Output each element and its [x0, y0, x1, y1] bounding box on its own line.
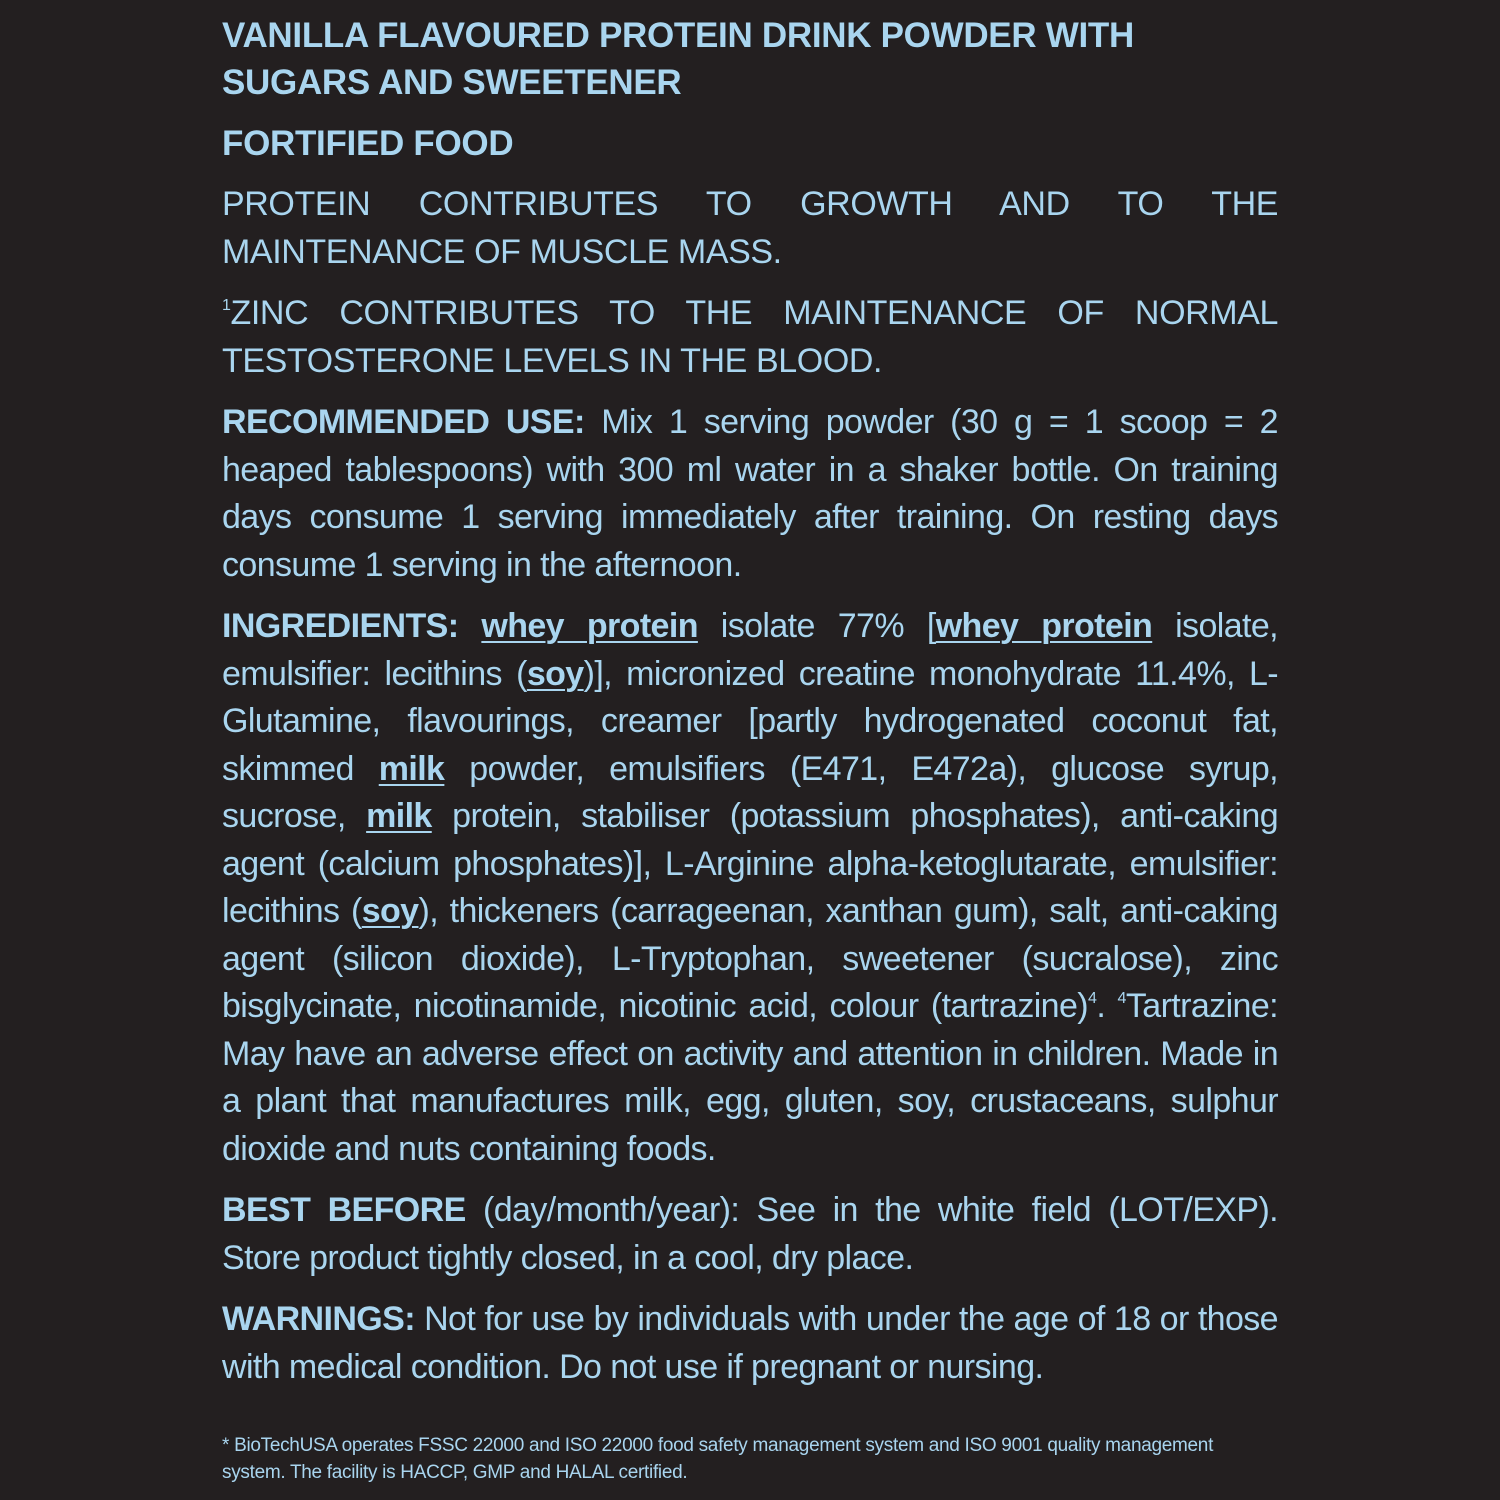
product-subtitle: FORTIFIED FOOD — [222, 124, 514, 163]
ingredients-segment: powder, emulsifiers (E471, E472a), glucose syrup, sucrose, — [222, 749, 1278, 835]
zinc-claim-text: ZINC CONTRIBUTES TO THE MAINTENANCE OF NORMAL TESTOSTERONE LEVELS IN THE BLOOD. — [222, 294, 1278, 380]
recommended-use-label: RECOMMENDED USE: — [222, 403, 585, 441]
ingredients-segment: Tartrazine: May have an adverse effect on activity and attention in children. Made in a plant that manufactures milk, egg, gluten, soy, crustaceans, sulphur dioxide and nuts containing foods. — [222, 987, 1278, 1168]
certification-footnote: * BioTechUSA operates FSSC 22000 and ISO 22000 food safety management system and ISO 9001 quality management system. The facility is HACCP, GMP and HALAL certified. — [222, 1435, 1214, 1483]
product-title: VANILLA FLAVOURED PROTEIN DRINK POWDER WITH SUGARS AND SWEETENER — [222, 16, 1134, 102]
warnings-text: Not for use by individuals with under the age of 18 or those with medical condition. Do not use if pregnant or nursing. — [222, 1300, 1278, 1386]
ingredients-segment: . — [1096, 987, 1118, 1025]
product-label — [222, 12, 1278, 1492]
best-before-label: BEST BEFORE — [222, 1191, 466, 1229]
recommended-use — [222, 399, 1278, 589]
recommended-use-text: Mix 1 serving powder (30 g = 1 scoop = 2 heaped tablespoons) with 300 ml water in a shaker bottle. On training days consume 1 serving immediately after training. On resting days consume 1 serving in the afternoon. — [222, 403, 1278, 584]
ingredients-segment — [458, 607, 481, 645]
best-before-text: (day/month/year): See in the white field (LOT/EXP). Store product tightly closed, in a cool, dry place. — [222, 1191, 1279, 1277]
ingredients-segment: isolate, emulsifier: lecithins ( — [222, 607, 1279, 693]
ingredients-segment: isolate 77% [ — [697, 607, 936, 645]
ingredients-segment: ), thickeners (carrageenan, xanthan gum), salt, anti-caking agent (silicon dioxide), L-Tryptophan, sweetener (sucralose), zinc bisglycinate, nicotinamide, nicotinic acid, colour (tartrazine) — [222, 892, 1278, 1025]
allergen-soy: soy — [526, 654, 584, 693]
allergen-milk: milk — [378, 749, 445, 788]
ingredients — [222, 603, 1278, 1173]
zinc-claim — [222, 290, 1278, 385]
allergen-whey-protein: whey protein — [935, 607, 1153, 645]
ingredients-segment: protein, stabiliser (potassium phosphates), anti-caking agent (calcium phosphates)], L-Arginine alpha-ketoglutarate, emulsifier: lecithins ( — [222, 797, 1279, 930]
protein-claim: PROTEIN CONTRIBUTES TO GROWTH AND TO THE MAINTENANCE OF MUSCLE MASS. — [222, 185, 1278, 271]
best-before — [222, 1187, 1278, 1282]
tartrazine-footnote-marker: 4 — [1088, 990, 1097, 1007]
allergen-milk: milk — [366, 797, 432, 835]
ingredients-label: INGREDIENTS: — [222, 607, 459, 645]
ingredients-segment: )], micronized creatine monohydrate 11.4%, L-Glutamine, flavourings, creamer [partly hydrogenated coconut fat, skimmed — [222, 654, 1278, 788]
allergen-soy: soy — [361, 892, 419, 930]
warnings-label: WARNINGS: — [222, 1300, 415, 1338]
allergen-whey-protein: whey protein — [481, 607, 698, 645]
tartrazine-footnote-marker: 4 — [1117, 990, 1126, 1007]
warnings — [222, 1296, 1278, 1391]
zinc-footnote-marker: 1 — [222, 297, 231, 314]
